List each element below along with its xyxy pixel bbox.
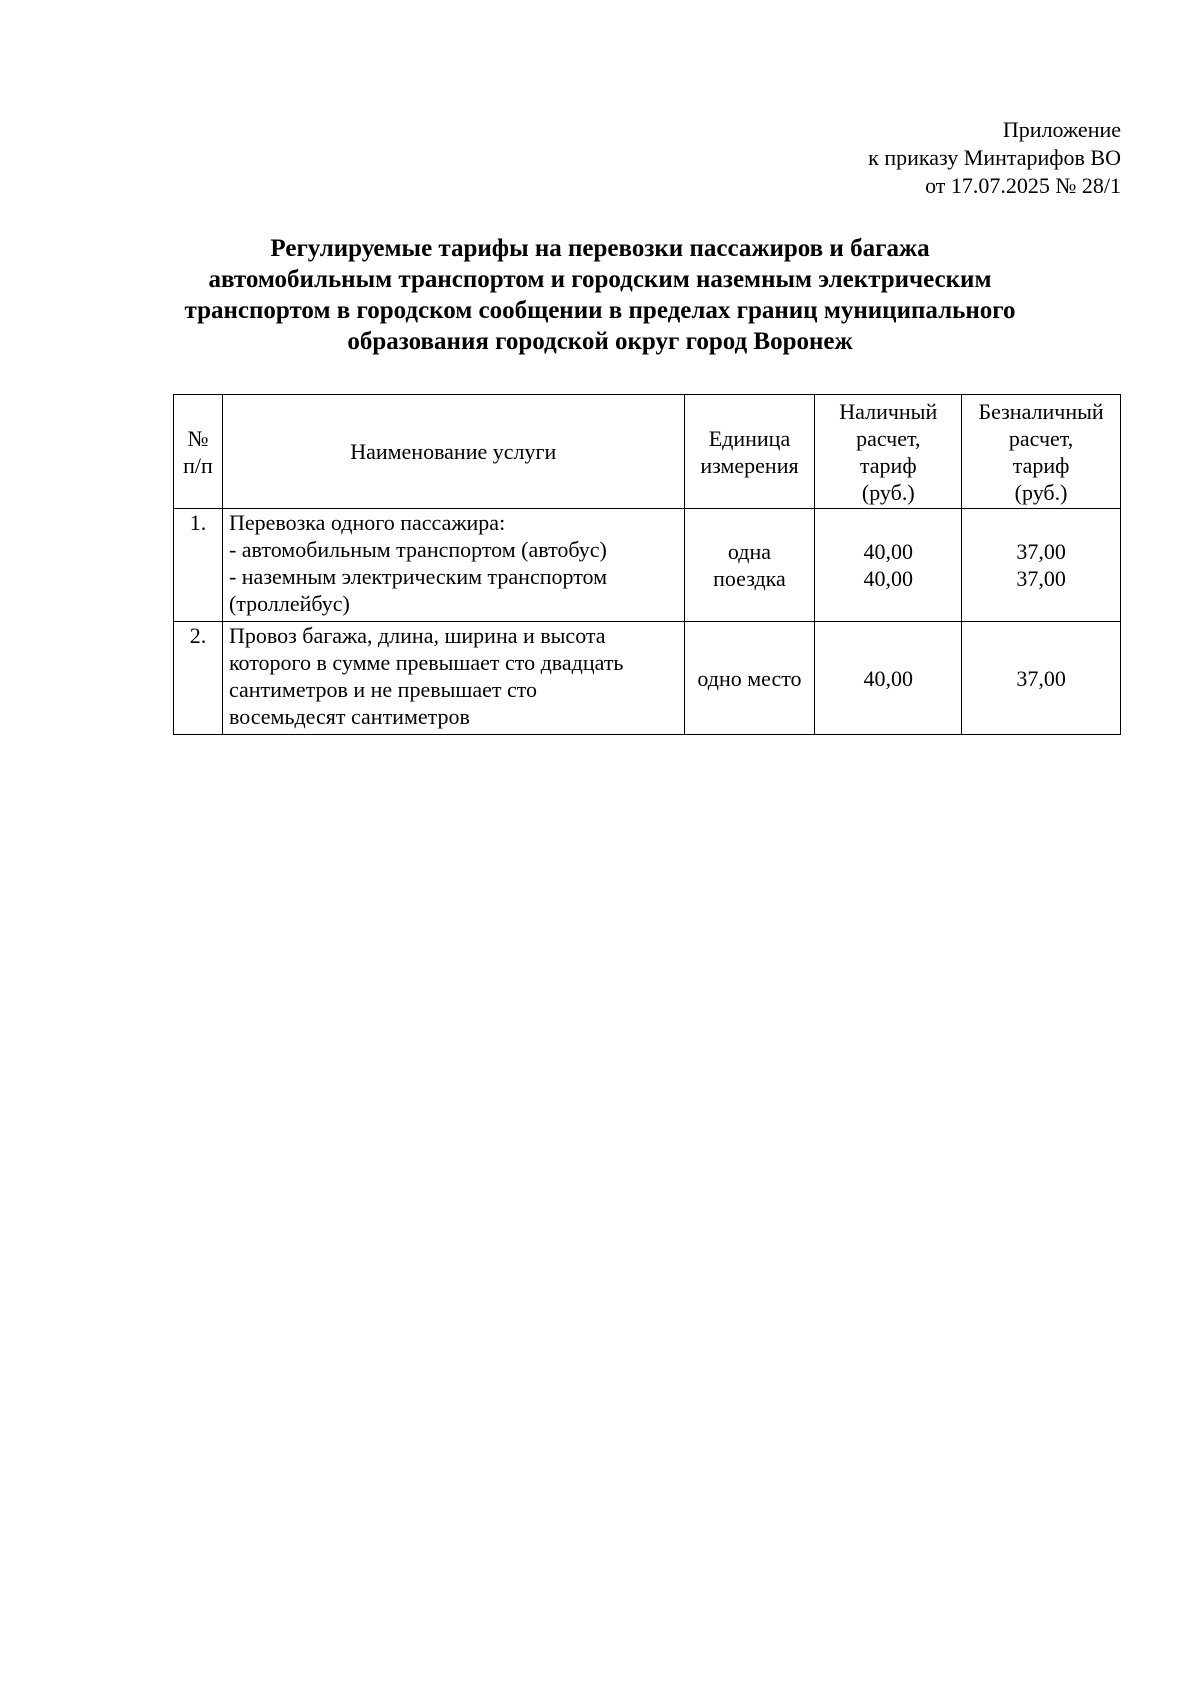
row-number: 1. bbox=[174, 509, 223, 622]
document-title bbox=[150, 233, 1050, 357]
header-number bbox=[174, 395, 223, 509]
service-name-line: восемьдесят сантиметров bbox=[228, 704, 470, 729]
title-line-2: автомобильным транспортом и городским наземным электрическим bbox=[208, 266, 992, 293]
unit-line: одна bbox=[727, 539, 772, 564]
table-header-row bbox=[174, 395, 1121, 509]
appendix-reference bbox=[868, 116, 1121, 200]
header-cash-line: тариф bbox=[859, 452, 917, 478]
service-name-line: - наземным электрическим транспортом bbox=[228, 564, 608, 589]
header-unit-line: измерения bbox=[700, 452, 799, 478]
title-line-1: Регулируемые тарифы на перевозки пассажиров и багажа bbox=[270, 235, 930, 262]
header-cashless-line: расчет, bbox=[1008, 425, 1074, 451]
row-service-name bbox=[222, 509, 684, 622]
cash-tariff-bus: 40,00 bbox=[863, 539, 913, 564]
tariff-table bbox=[173, 394, 1121, 735]
row-number: 2. bbox=[174, 622, 223, 735]
row-cash-tariff bbox=[815, 509, 962, 622]
header-number-line: № bbox=[187, 425, 209, 451]
header-number-line: п/п bbox=[183, 452, 213, 478]
header-cash-line: расчет, bbox=[856, 425, 921, 451]
service-name-line: Провоз багажа, длина, ширина и высота bbox=[228, 623, 606, 648]
appendix-order-ref: к приказу Минтарифов ВО bbox=[868, 145, 1121, 170]
header-cashless-line: Безналичный bbox=[978, 398, 1104, 424]
unit-line: поездка bbox=[713, 566, 786, 591]
row-cash-tariff: 40,00 bbox=[815, 622, 962, 735]
service-name-line: которого в сумме превышает сто двадцать bbox=[228, 650, 624, 675]
cashless-tariff-trolleybus: 37,00 bbox=[1016, 566, 1066, 591]
service-name-line: - автомобильным транспортом (автобус) bbox=[228, 537, 607, 562]
header-cashless-line: тариф bbox=[1012, 452, 1070, 478]
row-unit bbox=[684, 509, 815, 622]
header-cashless-tariff bbox=[962, 395, 1121, 509]
row-unit: одно место bbox=[684, 622, 815, 735]
service-name-line: (троллейбус) bbox=[228, 591, 350, 616]
service-name-line: сантиметров и не превышает сто bbox=[228, 677, 538, 702]
title-line-4: образования городской округ город Воронеж bbox=[347, 328, 853, 355]
cashless-tariff-bus: 37,00 bbox=[1016, 539, 1066, 564]
cash-tariff-trolleybus: 40,00 bbox=[863, 566, 913, 591]
row-cashless-tariff bbox=[962, 509, 1121, 622]
row-service-name bbox=[222, 622, 684, 735]
appendix-order-date: от 17.07.2025 № 28/1 bbox=[925, 173, 1121, 198]
header-unit-line: Единица bbox=[708, 425, 791, 451]
header-unit bbox=[684, 395, 815, 509]
table-row bbox=[174, 509, 1121, 622]
header-cashless-line: (руб.) bbox=[1014, 479, 1068, 505]
header-service-name bbox=[222, 395, 684, 509]
header-cash-tariff bbox=[815, 395, 962, 509]
service-name-line: Перевозка одного пассажира: bbox=[228, 510, 506, 535]
header-service-name-text: Наименование услуги bbox=[350, 439, 557, 464]
header-cash-line: Наличный bbox=[839, 398, 938, 424]
title-line-3: транспортом в городском сообщении в пределах границ муниципального bbox=[184, 297, 1016, 324]
row-cashless-tariff: 37,00 bbox=[962, 622, 1121, 735]
table-row bbox=[174, 622, 1121, 735]
header-cash-line: (руб.) bbox=[861, 479, 915, 505]
appendix-label: Приложение bbox=[1002, 117, 1121, 142]
